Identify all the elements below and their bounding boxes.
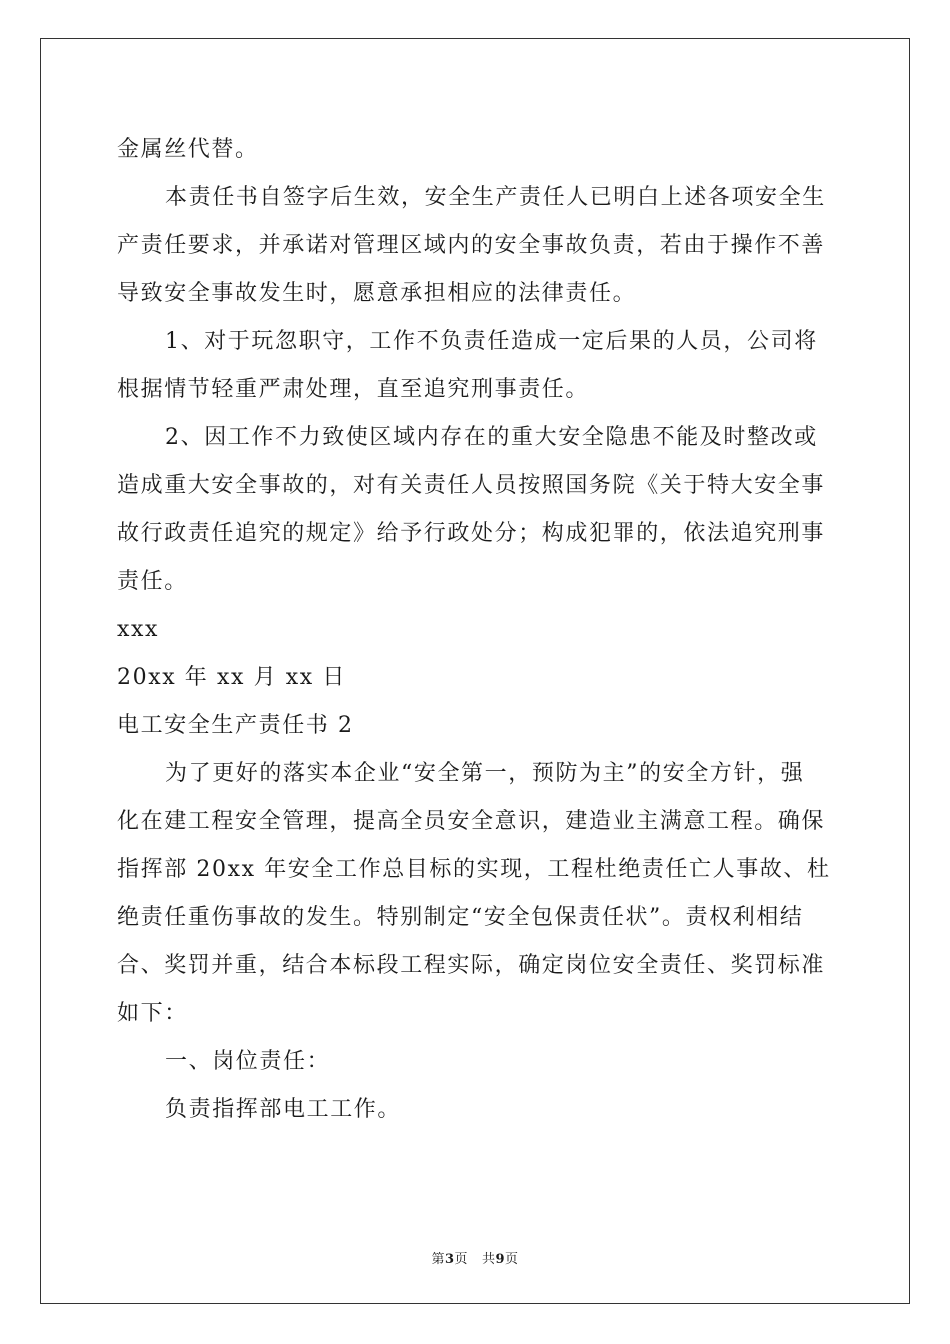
footer-total-suffix: 页 <box>505 1252 519 1267</box>
text-line: 化在建工程安全管理，提高全员安全意识，建造业主满意工程。确保 <box>117 809 826 834</box>
text-line: 负责指挥部电工工作。 <box>165 1097 402 1122</box>
text-line: xxx <box>117 617 160 642</box>
text-line: 电工安全生产责任书 2 <box>117 713 354 738</box>
text-line: 造成重大安全事故的，对有关责任人员按照国务院《关于特大安全事 <box>117 473 826 498</box>
document-body <box>117 126 837 1134</box>
text-line: 导致安全事故发生时，愿意承担相应的法律责任。 <box>117 281 637 306</box>
text-line: 1、对于玩忽职守，工作不负责任造成一定后果的人员，公司将 <box>165 329 818 354</box>
text-line: 一、岗位责任： <box>165 1049 331 1074</box>
text-line: 为了更好的落实本企业“安全第一，预防为主”的安全方针，强 <box>165 761 805 786</box>
page-footer <box>0 1248 950 1267</box>
text-line: 根据情节轻重严肃处理，直至追究刑事责任。 <box>117 377 590 402</box>
text-line: 2、因工作不力致使区域内存在的重大安全隐患不能及时整改或 <box>165 425 818 450</box>
text-line: 责任。 <box>117 569 188 594</box>
text-line: 20xx 年 xx 月 xx 日 <box>117 665 347 690</box>
text-line: 绝责任重伤事故的发生。特别制定“安全包保责任状”。责权利相结 <box>117 905 804 930</box>
footer-page-prefix: 第 <box>431 1252 445 1267</box>
footer-page-suffix: 页 <box>454 1252 469 1267</box>
footer-total-prefix: 共 <box>481 1252 496 1267</box>
text-line: 本责任书自签字后生效，安全生产责任人已明白上述各项安全生 <box>165 185 826 210</box>
text-line: 故行政责任追究的规定》给予行政处分；构成犯罪的，依法追究刑事 <box>117 521 826 546</box>
text-line: 金属丝代替。 <box>117 137 259 162</box>
footer-page-current: 3 <box>444 1252 455 1267</box>
text-line: 如下： <box>117 1001 188 1026</box>
footer-page-total: 9 <box>495 1252 506 1267</box>
text-line: 指挥部 20xx 年安全工作总目标的实现，工程杜绝责任亡人事故、杜 <box>117 857 831 882</box>
text-line: 产责任要求，并承诺对管理区域内的安全事故负责，若由于操作不善 <box>117 233 826 258</box>
text-line: 合、奖罚并重，结合本标段工程实际，确定岗位安全责任、奖罚标准 <box>117 953 826 978</box>
